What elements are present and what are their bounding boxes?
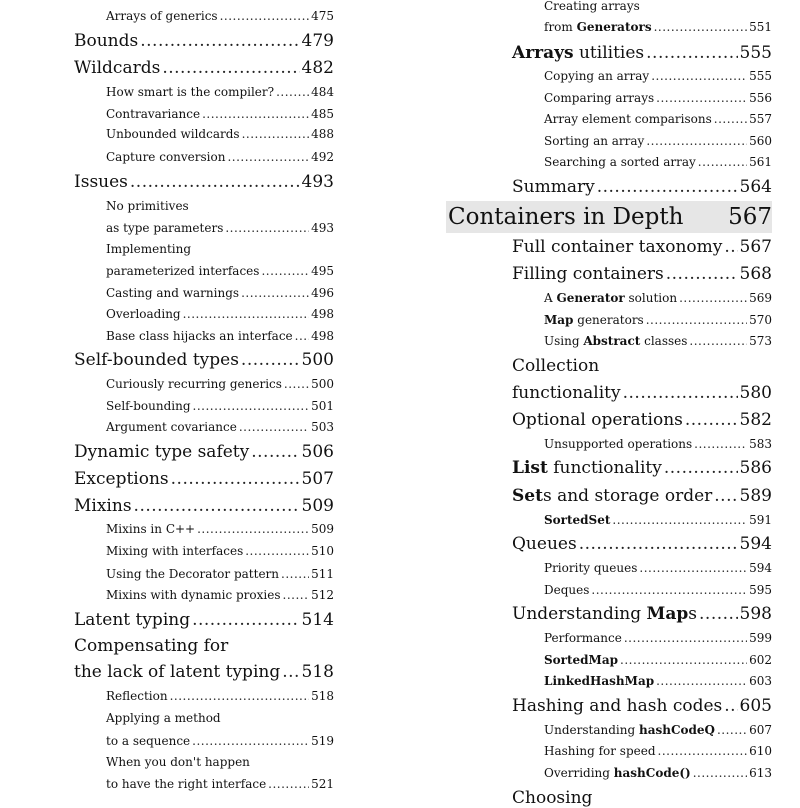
toc-entry-title: Arrays of generics (106, 9, 218, 23)
toc-entry-title: Casting and warnings (106, 286, 240, 300)
toc-entry-title: Hashing for speed (544, 744, 656, 758)
toc-entry-page: 514 (301, 610, 334, 630)
toc-leader-dots (656, 92, 747, 104)
toc-entry[interactable] (512, 654, 772, 666)
toc-leader-dots (276, 86, 309, 98)
toc-entry-page: 500 (311, 377, 334, 391)
toc-entry-title: Understanding hashCodeQ (544, 723, 715, 737)
toc-entry-title: Copying an array (544, 69, 650, 83)
toc-entry[interactable] (512, 438, 772, 450)
toc-entry-title: When you don't happen (106, 755, 250, 769)
toc-entry-title: functionality (512, 383, 621, 403)
toc-leader-dots (646, 45, 737, 62)
toc-leader-dots (620, 654, 747, 666)
toc-leader-dots (140, 33, 299, 50)
toc-entry-page: 475 (311, 9, 334, 23)
toc-leader-dots (714, 488, 737, 505)
toc-entry[interactable] (74, 756, 334, 768)
toc-entry[interactable] (74, 308, 334, 320)
chapter-page: 567 (728, 204, 772, 230)
toc-entry-title: Curiously recurring generics (106, 377, 282, 391)
toc-entry-title: Queues (512, 534, 577, 554)
toc-entry-title: Performance (544, 631, 622, 645)
toc-entry[interactable] (512, 514, 772, 526)
toc-leader-dots (134, 498, 300, 515)
toc-entry-page: 613 (749, 766, 772, 780)
toc-entry-title: Wildcards (74, 58, 161, 78)
toc-entry-page: 493 (311, 221, 334, 235)
toc-entry-title: List functionality (512, 458, 662, 478)
toc-entry[interactable] (74, 778, 334, 790)
toc-entry[interactable] (512, 767, 772, 779)
toc-entry[interactable] (512, 70, 772, 82)
toc-entry-title: Sets and storage order (512, 486, 713, 506)
toc-entry[interactable] (512, 292, 772, 304)
toc-entry-page: 503 (311, 420, 334, 434)
toc-entry[interactable] (512, 698, 772, 715)
toc-leader-dots (268, 778, 309, 790)
toc-entry-page: 586 (739, 458, 772, 478)
toc-leader-dots (192, 612, 299, 629)
toc-entry-title: Priority queues (544, 561, 638, 575)
toc-entry-page: 518 (311, 689, 334, 703)
toc-entry-title: Using Abstract classes (544, 334, 688, 348)
toc-entry[interactable] (512, 745, 772, 757)
toc-entry[interactable] (512, 675, 772, 687)
toc-entry-page: 555 (739, 43, 772, 63)
toc-entry[interactable] (512, 314, 772, 326)
toc-entry-page: 603 (749, 674, 772, 688)
toc-entry[interactable] (74, 712, 334, 724)
toc-entry-title: Capture conversion (106, 150, 226, 164)
toc-entry-page: 485 (311, 107, 334, 121)
toc-entry-title: Comparing arrays (544, 91, 655, 105)
toc-entry[interactable] (74, 287, 334, 299)
toc-entry-title: Reflection (106, 689, 168, 703)
toc-entry[interactable] (74, 222, 334, 234)
toc-leader-dots (241, 287, 309, 299)
toc-entry-title: Array element comparisons (544, 112, 712, 126)
toc-entry[interactable] (74, 444, 334, 461)
toc-leader-dots (666, 266, 738, 283)
toc-entry-page: 509 (301, 496, 334, 516)
toc-entry[interactable] (74, 690, 334, 702)
toc-entry[interactable] (74, 265, 334, 277)
toc-entry[interactable] (74, 400, 334, 412)
toc-entry[interactable] (74, 86, 334, 98)
toc-leader-dots (183, 308, 309, 320)
toc-entry-title: Self-bounded types (74, 350, 239, 370)
toc-leader-dots (192, 735, 309, 747)
toc-entry-page: 568 (739, 264, 772, 284)
toc-leader-dots (282, 664, 299, 681)
toc-leader-dots (658, 745, 748, 757)
toc-entry[interactable] (74, 523, 334, 535)
toc-leader-dots (239, 421, 309, 433)
toc-leader-dots (261, 265, 309, 277)
toc-entry[interactable] (512, 606, 772, 623)
toc-leader-dots (202, 108, 309, 120)
toc-entry-title: Deques (544, 583, 590, 597)
toc-leader-dots (724, 698, 737, 715)
toc-entry-title: Unsupported operations (544, 437, 693, 451)
toc-entry[interactable] (512, 584, 772, 596)
toc-entry-title: Full container taxonomy (512, 237, 723, 257)
toc-leader-dots (241, 352, 300, 369)
toc-entry[interactable] (512, 335, 772, 347)
toc-entry-page: 580 (739, 383, 772, 403)
toc-leader-dots (283, 589, 310, 601)
toc-entry-title: Collection (512, 356, 600, 376)
toc-entry-title: Applying a method (106, 711, 221, 725)
toc-entry-page: 582 (739, 410, 772, 430)
toc-entry-page: 610 (749, 744, 772, 758)
toc-entry-title: Mixins (74, 496, 132, 516)
toc-entry-title: Mixins with dynamic proxies (106, 588, 281, 602)
toc-entry-title: Overloading (106, 307, 181, 321)
toc-leader-dots (242, 128, 310, 140)
toc-entry-page: 602 (749, 653, 772, 667)
toc-entry-title: Arrays utilities (512, 43, 645, 63)
toc-entry[interactable] (74, 589, 334, 601)
toc-entry-page: 594 (739, 534, 772, 554)
toc-leader-dots (689, 335, 747, 347)
toc-entry-title: Argument covariance (106, 420, 237, 434)
toc-entry-title: Implementing (106, 242, 192, 256)
toc-entry-page: 561 (749, 155, 772, 169)
toc-entry[interactable] (512, 536, 772, 553)
toc-leader-dots (591, 584, 747, 596)
toc-entry-title: Dynamic type safety (74, 442, 250, 462)
toc-entry[interactable] (74, 352, 334, 369)
toc-entry-page: 564 (739, 177, 772, 197)
toc-entry-page: 493 (301, 172, 334, 192)
toc-leader-dots (693, 767, 747, 779)
toc-entry-title: How smart is the compiler? (106, 85, 275, 99)
toc-entry-page: 570 (749, 313, 772, 327)
toc-entry-page: 509 (311, 522, 334, 536)
toc-entry-title: Mixins in C++ (106, 522, 196, 536)
toc-entry-page: 511 (311, 567, 334, 581)
toc-entry-page: 498 (311, 329, 334, 343)
toc-entry[interactable] (512, 135, 772, 147)
toc-entry[interactable] (74, 735, 334, 747)
toc-leader-dots (639, 562, 747, 574)
toc-entry-title: Compensating for (74, 636, 229, 656)
toc-entry-page: 567 (739, 237, 772, 257)
toc-entry-page: 482 (301, 58, 334, 78)
toc-entry-title: Optional operations (512, 410, 683, 430)
toc-entry[interactable] (74, 421, 334, 433)
toc-entry-page: 500 (301, 350, 334, 370)
toc-leader-dots (225, 222, 309, 234)
toc-leader-dots (162, 60, 299, 77)
toc-entry[interactable] (512, 156, 772, 168)
toc-leader-dots (656, 675, 747, 687)
toc-entry-title: Bounds (74, 31, 139, 51)
toc-entry-title: Contravariance (106, 107, 201, 121)
toc-leader-dots (624, 632, 747, 644)
toc-leader-dots (651, 70, 747, 82)
toc-entry[interactable] (512, 45, 772, 62)
toc-entry-page: 519 (311, 734, 334, 748)
toc-entry[interactable] (74, 200, 334, 212)
toc-entry[interactable] (512, 358, 772, 375)
toc-entry[interactable] (512, 179, 772, 196)
toc-leader-dots (664, 460, 738, 477)
toc-entry-title: Exceptions (74, 469, 169, 489)
toc-leader-dots (724, 239, 737, 256)
toc-entry-page: 569 (749, 291, 772, 305)
toc-entry-page: 607 (749, 723, 772, 737)
toc-entry-page: 518 (301, 662, 334, 682)
toc-entry[interactable] (512, 239, 772, 256)
toc-entry[interactable] (512, 21, 772, 33)
toc-leader-dots (170, 690, 310, 702)
toc-entry[interactable] (512, 266, 772, 283)
chapter-heading[interactable] (446, 201, 772, 233)
toc-entry-page: 510 (311, 544, 334, 558)
toc-entry-title: Overriding hashCode() (544, 766, 691, 780)
toc-entry-page: 495 (311, 264, 334, 278)
toc-entry[interactable] (512, 562, 772, 574)
toc-leader-dots (717, 724, 747, 736)
toc-entry[interactable] (74, 108, 334, 120)
toc-entry-title: No primitives (106, 199, 189, 213)
toc-entry-title: Latent typing (74, 610, 191, 630)
toc-leader-dots (245, 545, 309, 557)
toc-entry[interactable] (74, 471, 334, 488)
toc-entry-page: 484 (311, 85, 334, 99)
toc-entry-title: LinkedHashMap (544, 674, 655, 688)
toc-entry[interactable] (512, 385, 772, 402)
toc-entry[interactable] (74, 174, 334, 191)
toc-entry-title: Self-bounding (106, 399, 191, 413)
toc-entry-title: Using the Decorator pattern (106, 567, 280, 581)
toc-entry[interactable] (512, 113, 772, 125)
toc-leader-dots (654, 21, 748, 33)
toc-leader-dots (679, 292, 747, 304)
toc-entry-page: 521 (311, 777, 334, 791)
toc-entry[interactable] (512, 460, 772, 477)
toc-leader-dots (197, 523, 309, 535)
toc-entry[interactable] (512, 92, 772, 104)
toc-entry-page: 488 (311, 127, 334, 141)
toc-entry-title: Creating arrays (544, 0, 640, 13)
toc-entry-title: Mixing with interfaces (106, 544, 244, 558)
toc-entry[interactable] (74, 568, 334, 580)
toc-entry-page: 498 (311, 307, 334, 321)
toc-leader-dots (597, 179, 738, 196)
toc-leader-dots (714, 113, 747, 125)
toc-entry-page: 605 (739, 696, 772, 716)
toc-entry-title: parameterized interfaces (106, 264, 260, 278)
toc-entry-title: the lack of latent typing (74, 662, 281, 682)
toc-entry[interactable] (74, 330, 334, 342)
toc-entry-page: 501 (311, 399, 334, 413)
toc-entry[interactable] (74, 498, 334, 515)
toc-leader-dots (295, 330, 309, 342)
toc-entry-page: 595 (749, 583, 772, 597)
toc-entry-title: Choosing (512, 788, 593, 808)
toc-entry[interactable] (512, 412, 772, 429)
toc-entry-page: 492 (311, 150, 334, 164)
toc-entry-page: 557 (749, 112, 772, 126)
toc-leader-dots (646, 135, 747, 147)
toc-entry[interactable] (74, 60, 334, 77)
toc-entry-page: 556 (749, 91, 772, 105)
toc-entry[interactable] (512, 488, 772, 505)
toc-entry-page: 573 (749, 334, 772, 348)
toc-leader-dots (284, 378, 309, 390)
toc-entry-page: 583 (749, 437, 772, 451)
toc-entry-title: Hashing and hash codes (512, 696, 723, 716)
toc-entry-page: 594 (749, 561, 772, 575)
toc-entry[interactable] (74, 33, 334, 50)
toc-entry-title: to have the right interface (106, 777, 267, 791)
toc-leader-dots (685, 412, 738, 429)
toc-entry-title: Summary (512, 177, 595, 197)
toc-leader-dots (623, 385, 738, 402)
toc-entry-title: SortedMap (544, 653, 619, 667)
toc-entry-page: 599 (749, 631, 772, 645)
toc-entry-title: from Generators (544, 20, 652, 34)
toc-leader-dots (699, 606, 738, 623)
toc-leader-dots (646, 314, 747, 326)
toc-entry-title: Base class hijacks an interface (106, 329, 293, 343)
toc-entry-title: Sorting an array (544, 134, 645, 148)
toc-entry-title: A Generator solution (544, 291, 678, 305)
toc-leader-dots (698, 156, 747, 168)
toc-leader-dots (193, 400, 310, 412)
toc-entry[interactable] (74, 638, 334, 655)
toc-entry[interactable] (74, 612, 334, 629)
toc-leader-dots (281, 568, 309, 580)
toc-entry-title: Unbounded wildcards (106, 127, 240, 141)
toc-entry[interactable] (512, 632, 772, 644)
toc-leader-dots (171, 471, 300, 488)
toc-leader-dots (694, 438, 747, 450)
toc-entry-title: Filling containers (512, 264, 664, 284)
toc-leader-dots (220, 10, 310, 22)
toc-entry[interactable] (74, 545, 334, 557)
toc-entry-page: 591 (749, 513, 772, 527)
toc-entry[interactable] (74, 151, 334, 163)
toc-entry[interactable] (512, 0, 772, 12)
toc-entry[interactable] (74, 664, 334, 681)
toc-entry-title: Searching a sorted array (544, 155, 696, 169)
toc-leader-dots (612, 514, 747, 526)
toc-entry[interactable] (512, 724, 772, 736)
toc-leader-dots (579, 536, 738, 553)
toc-entry-page: 496 (311, 286, 334, 300)
toc-entry[interactable] (512, 790, 772, 807)
toc-entry-title: Issues (74, 172, 128, 192)
toc-entry-title: to a sequence (106, 734, 191, 748)
toc-entry-page: 560 (749, 134, 772, 148)
toc-entry-page: 598 (739, 604, 772, 624)
toc-entry-page: 507 (301, 469, 334, 489)
toc-entry[interactable] (74, 378, 334, 390)
toc-entry-page: 589 (739, 486, 772, 506)
toc-leader-dots (227, 151, 309, 163)
toc-entry-title: as type parameters (106, 221, 224, 235)
toc-leader-dots (251, 444, 299, 461)
toc-entry-page: 479 (301, 31, 334, 51)
toc-entry-page: 551 (749, 20, 772, 34)
toc-entry[interactable] (74, 10, 334, 22)
toc-entry[interactable] (74, 128, 334, 140)
toc-entry-page: 512 (311, 588, 334, 602)
toc-entry-title: Understanding Maps (512, 604, 698, 624)
toc-entry-page: 555 (749, 69, 772, 83)
toc-entry-title: SortedSet (544, 513, 611, 527)
toc-leader-dots (130, 174, 300, 191)
toc-entry-page: 506 (301, 442, 334, 462)
toc-entry[interactable] (74, 243, 334, 255)
toc-entry-title: Map generators (544, 313, 644, 327)
chapter-title: Containers in Depth (448, 204, 684, 230)
